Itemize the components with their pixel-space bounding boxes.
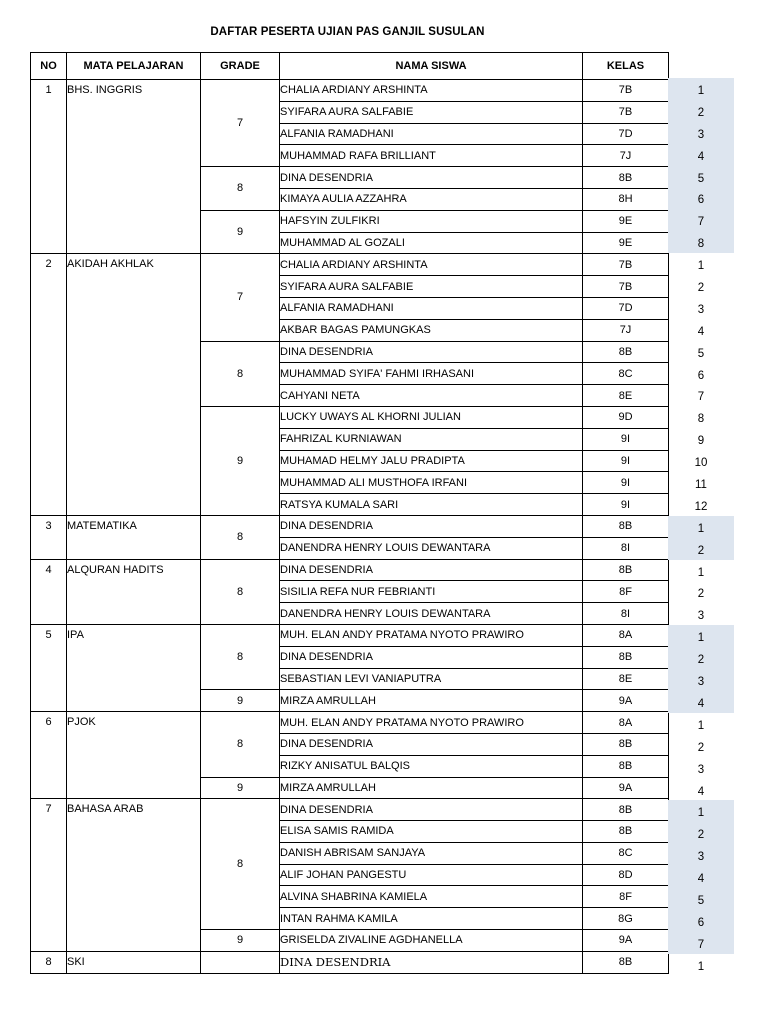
participants-table (30, 52, 669, 974)
table-body (31, 80, 669, 974)
student-name: DINA DESENDRIA (280, 559, 583, 581)
student-kelas: 9D (583, 406, 669, 428)
page-title: DAFTAR PESERTA UJIAN PAS GANJIL SUSULAN (210, 26, 485, 38)
row-count: 1 (697, 719, 705, 732)
student-name: DINA DESENDRIA (280, 515, 583, 537)
student-name: RIZKY ANISATUL BALQIS (280, 755, 583, 777)
student-name: LUCKY UWAYS AL KHORNI JULIAN (280, 406, 583, 428)
grade-cell: 8 (201, 799, 280, 930)
grade-cell: 9 (201, 406, 280, 515)
student-name: AKBAR BAGAS PAMUNGKAS (280, 319, 583, 341)
student-name: DINA DESENDRIA (280, 733, 583, 755)
grade-cell: 8 (201, 167, 280, 211)
row-count: 8 (668, 231, 734, 253)
student-name: SEBASTIAN LEVI VANIAPUTRA (280, 668, 583, 690)
student-kelas: 7B (583, 101, 669, 123)
grade-cell: 9 (201, 210, 280, 254)
row-count: 7 (668, 932, 734, 954)
student-kelas: 9I (583, 494, 669, 516)
student-kelas: 8B (583, 646, 669, 668)
student-kelas: 9I (583, 472, 669, 494)
subject-name: AKIDAH AKHLAK (67, 254, 201, 516)
student-kelas: 8D (583, 864, 669, 886)
row-count: 6 (668, 910, 734, 932)
row-count: 12 (694, 500, 708, 513)
subject-number: 3 (31, 515, 67, 559)
row-count: 3 (697, 763, 705, 776)
grade-cell (201, 951, 280, 973)
student-name: DINA DESENDRIA (280, 951, 583, 973)
row-count: 1 (697, 960, 705, 973)
row-count: 7 (697, 391, 705, 404)
row-count: 10 (694, 457, 708, 470)
student-kelas: 8E (583, 668, 669, 690)
student-name: DINA DESENDRIA (280, 799, 583, 821)
row-count: 3 (668, 669, 734, 691)
grade-cell: 8 (201, 559, 280, 624)
student-name: CHALIA ARDIANY ARSHINTA (280, 254, 583, 276)
student-kelas: 8B (583, 821, 669, 843)
student-name: MUHAMAD HELMY JALU PRADIPTA (280, 450, 583, 472)
student-name: MUHAMMAD SYIFA' FAHMI IRHASANI (280, 363, 583, 385)
student-name: RATSYA KUMALA SARI (280, 494, 583, 516)
header-kelas: KELAS (583, 53, 669, 80)
table-row (31, 951, 669, 973)
student-kelas: 8B (583, 167, 669, 189)
table-row (31, 799, 669, 821)
student-kelas: 9A (583, 777, 669, 799)
row-count: 3 (697, 610, 705, 623)
row-count: 1 (668, 800, 734, 822)
grade-cell: 7 (201, 80, 280, 167)
student-name: ALIF JOHAN PANGESTU (280, 864, 583, 886)
table-row (31, 254, 669, 276)
student-name: DANENDRA HENRY LOUIS DEWANTARA (280, 603, 583, 625)
row-count: 2 (668, 100, 734, 122)
row-count: 2 (697, 588, 705, 601)
student-name: MIRZA AMRULLAH (280, 690, 583, 712)
table-header-row (31, 53, 669, 80)
subject-name: PJOK (67, 712, 201, 799)
student-name: FAHRIZAL KURNIAWAN (280, 428, 583, 450)
student-kelas: 7B (583, 254, 669, 276)
student-name: MIRZA AMRULLAH (280, 777, 583, 799)
row-count: 2 (668, 822, 734, 844)
student-name: SISILIA REFA NUR FEBRIANTI (280, 581, 583, 603)
student-kelas: 8B (583, 515, 669, 537)
subject-number: 2 (31, 254, 67, 516)
student-kelas: 7D (583, 123, 669, 145)
student-kelas: 8I (583, 537, 669, 559)
grade-cell: 8 (201, 712, 280, 777)
student-name: DANENDRA HENRY LOUIS DEWANTARA (280, 537, 583, 559)
student-kelas: 7D (583, 297, 669, 319)
subject-number: 7 (31, 799, 67, 952)
header-student-name: NAMA SISWA (280, 53, 583, 80)
subject-number: 1 (31, 80, 67, 254)
row-count: 4 (668, 144, 734, 166)
row-count: 6 (668, 187, 734, 209)
row-count-column (668, 78, 734, 976)
student-kelas: 8B (583, 733, 669, 755)
student-kelas: 8C (583, 842, 669, 864)
student-kelas: 8B (583, 799, 669, 821)
student-name: CHALIA ARDIANY ARSHINTA (280, 80, 583, 102)
grade-cell: 8 (201, 624, 280, 689)
subject-name: BAHASA ARAB (67, 799, 201, 952)
student-name: DANISH ABRISAM SANJAYA (280, 842, 583, 864)
row-count: 5 (697, 347, 705, 360)
student-kelas: 8E (583, 385, 669, 407)
row-count: 3 (697, 303, 705, 316)
student-name: MUHAMMAD RAFA BRILLIANT (280, 145, 583, 167)
row-count: 1 (697, 260, 705, 273)
header-grade: GRADE (201, 53, 280, 80)
subject-number: 8 (31, 951, 67, 973)
row-count: 1 (668, 516, 734, 538)
header-no: NO (31, 53, 67, 80)
grade-cell: 7 (201, 254, 280, 341)
row-count: 4 (697, 785, 705, 798)
student-name: MUH. ELAN ANDY PRATAMA NYOTO PRAWIRO (280, 624, 583, 646)
student-kelas: 9I (583, 428, 669, 450)
row-count: 2 (668, 647, 734, 669)
subject-name: ALQURAN HADITS (67, 559, 201, 624)
student-kelas: 7B (583, 80, 669, 102)
row-count: 8 (697, 413, 705, 426)
row-count: 4 (697, 325, 705, 338)
row-count: 1 (697, 566, 705, 579)
row-count: 4 (668, 866, 734, 888)
student-kelas: 8H (583, 188, 669, 210)
student-kelas: 7B (583, 276, 669, 298)
student-name: ALFANIA RAMADHANI (280, 297, 583, 319)
student-name: MUH. ELAN ANDY PRATAMA NYOTO PRAWIRO (280, 712, 583, 734)
student-kelas: 8A (583, 712, 669, 734)
table-row (31, 712, 669, 734)
row-count: 2 (668, 538, 734, 560)
row-count: 1 (668, 625, 734, 647)
student-kelas: 8C (583, 363, 669, 385)
student-kelas: 9E (583, 210, 669, 232)
student-name: ALVINA SHABRINA KAMIELA (280, 886, 583, 908)
student-name: ALFANIA RAMADHANI (280, 123, 583, 145)
student-kelas: 8B (583, 341, 669, 363)
student-kelas: 9A (583, 690, 669, 712)
row-count: 6 (697, 369, 705, 382)
student-name: GRISELDA ZIVALINE AGDHANELLA (280, 930, 583, 952)
row-count: 5 (668, 166, 734, 188)
row-count: 3 (668, 844, 734, 866)
row-count: 3 (668, 122, 734, 144)
student-name: SYIFARA AURA SALFABIE (280, 101, 583, 123)
student-name: DINA DESENDRIA (280, 167, 583, 189)
student-kelas: 7J (583, 319, 669, 341)
student-kelas: 8G (583, 908, 669, 930)
table-row (31, 80, 669, 102)
student-name: SYIFARA AURA SALFABIE (280, 276, 583, 298)
row-count: 1 (668, 78, 734, 100)
student-kelas: 8F (583, 886, 669, 908)
table-row (31, 624, 669, 646)
row-count: 2 (697, 741, 705, 754)
row-count: 2 (697, 282, 705, 295)
grade-cell: 9 (201, 777, 280, 799)
row-count: 5 (668, 888, 734, 910)
row-count: 4 (668, 691, 734, 713)
student-name: HAFSYIN ZULFIKRI (280, 210, 583, 232)
student-kelas: 8I (583, 603, 669, 625)
student-name: MUHAMMAD AL GOZALI (280, 232, 583, 254)
student-kelas: 8B (583, 755, 669, 777)
student-name: ELISA SAMIS RAMIDA (280, 821, 583, 843)
subject-number: 4 (31, 559, 67, 624)
grade-cell: 9 (201, 930, 280, 952)
header-subject: MATA PELAJARAN (67, 53, 201, 80)
student-name: KIMAYA AULIA AZZAHRA (280, 188, 583, 210)
student-kelas: 9A (583, 930, 669, 952)
subject-name: MATEMATIKA (67, 515, 201, 559)
row-count: 9 (697, 435, 705, 448)
table-row (31, 515, 669, 537)
student-name: INTAN RAHMA KAMILA (280, 908, 583, 930)
grade-cell: 9 (201, 690, 280, 712)
student-kelas: 8B (583, 559, 669, 581)
subject-name: BHS. INGGRIS (67, 80, 201, 254)
student-name: CAHYANI NETA (280, 385, 583, 407)
student-kelas: 8A (583, 624, 669, 646)
table-row (31, 559, 669, 581)
grade-cell: 8 (201, 515, 280, 559)
student-kelas: 7J (583, 145, 669, 167)
grade-cell: 8 (201, 341, 280, 406)
student-kelas: 8F (583, 581, 669, 603)
subject-number: 6 (31, 712, 67, 799)
student-name: DINA DESENDRIA (280, 341, 583, 363)
student-name: DINA DESENDRIA (280, 646, 583, 668)
student-kelas: 8B (583, 951, 669, 973)
row-count: 11 (695, 479, 707, 492)
student-kelas: 9E (583, 232, 669, 254)
student-name: MUHAMMAD ALI MUSTHOFA IRFANI (280, 472, 583, 494)
subject-name: IPA (67, 624, 201, 711)
subject-number: 5 (31, 624, 67, 711)
student-kelas: 9I (583, 450, 669, 472)
subject-name: SKI (67, 951, 201, 973)
row-count: 7 (668, 209, 734, 231)
